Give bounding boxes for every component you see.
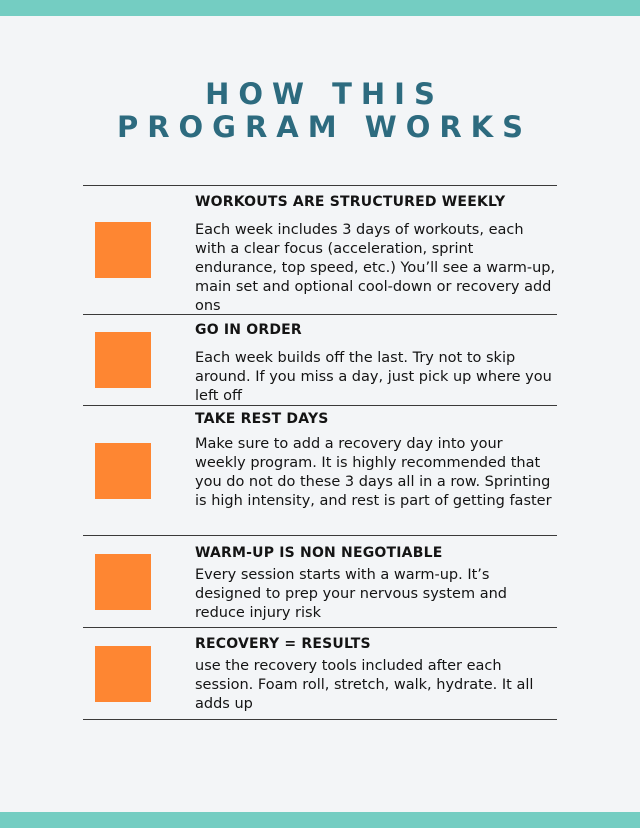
section-body: Each week builds off the last. Try not to skip around. If you miss a day, just pick up where you left off <box>195 350 552 404</box>
section-heading: GO IN ORDER <box>195 322 302 338</box>
section-heading: WORKOUTS ARE STRUCTURED WEEKLY <box>195 194 506 210</box>
bottom-accent-band <box>0 812 640 828</box>
page-title-line-1: HOW THIS <box>205 77 444 111</box>
section-heading: RECOVERY = RESULTS <box>195 636 371 652</box>
section-body: Each week includes 3 days of workouts, each with a clear focus (acceleration, sprint endurance, top speed, etc.) You’ll see a warm-up, main set and optional cool-down or recovery add ons <box>195 222 556 314</box>
section-warm-up <box>83 536 557 628</box>
top-accent-band <box>0 0 640 16</box>
orange-square-icon <box>95 443 151 499</box>
orange-square-icon <box>95 222 151 278</box>
section-body: Every session starts with a warm-up. It’s designed to prep your nervous system and reduce injury risk <box>195 567 507 621</box>
section-heading: TAKE REST DAYS <box>195 411 329 427</box>
section-heading: WARM-UP IS NON NEGOTIABLE <box>195 545 443 561</box>
section-go-in-order <box>83 315 557 406</box>
section-workouts-structured <box>83 186 557 315</box>
program-sections <box>83 185 557 720</box>
page-title-line-2: PROGRAM WORKS <box>116 110 533 144</box>
orange-square-icon <box>95 332 151 388</box>
orange-square-icon <box>95 554 151 610</box>
section-body: Make sure to add a recovery day into your weekly program. It is highly recommended that you do not do these 3 days all in a row. Sprinting is high intensity, and rest is part of getting faster <box>195 436 552 509</box>
section-recovery-results <box>83 628 557 720</box>
page-title <box>0 78 640 144</box>
section-body: use the recovery tools included after each session. Foam roll, stretch, walk, hydrate. It all adds up <box>195 658 534 712</box>
orange-square-icon <box>95 646 151 702</box>
section-take-rest-days <box>83 406 557 536</box>
